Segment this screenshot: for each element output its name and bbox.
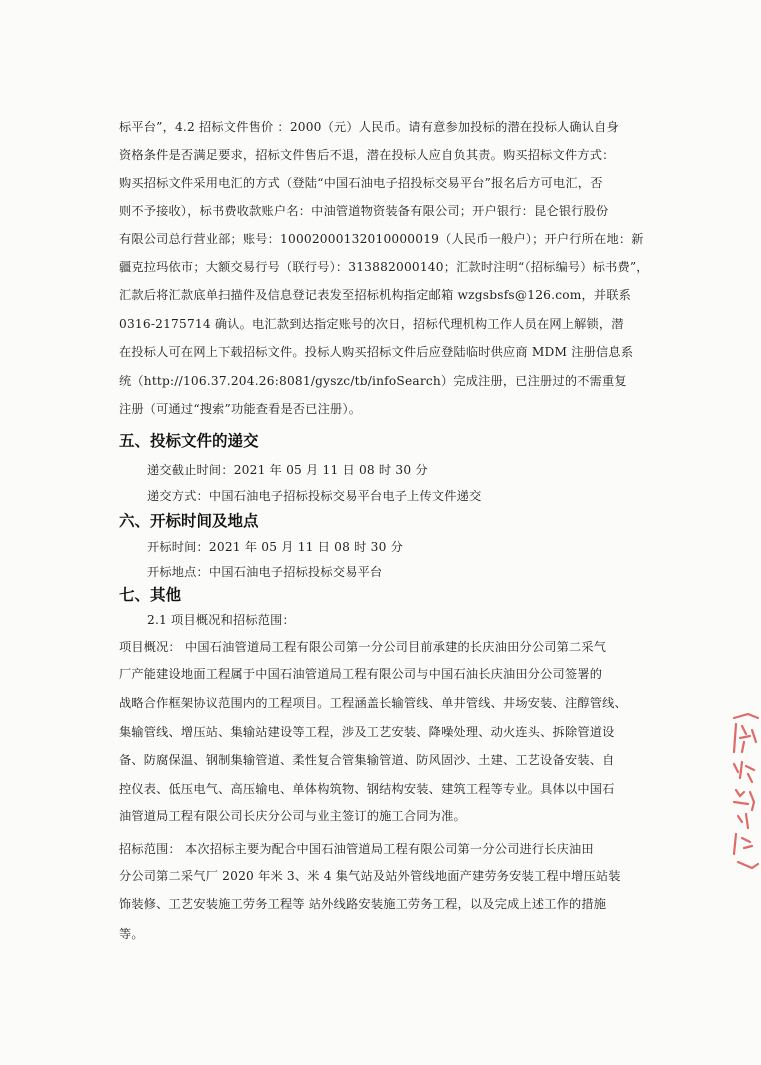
overview-line-2: 厂产能建设地面工程属于中国石油管道局工程有限公司与中国石油长庆油田分公司签署的 bbox=[119, 667, 603, 681]
submission-deadline: 递交截止时间：2021 年 05 月 11 日 08 时 30 分 bbox=[147, 463, 428, 477]
body-line-4: 则不予接收），标书费收款账户名：中油管道物资装备有限公司；开户银行：昆仑银行股份 bbox=[119, 204, 609, 218]
overview-line-6: 控仪表、低压电气、高压输电、单体构筑物、钢结构安装、建筑工程等专业。具体以中国石 bbox=[119, 782, 615, 796]
opening-time: 开标时间：2021 年 05 月 11 日 08 时 30 分 bbox=[147, 540, 403, 554]
scope-line-4: 等。 bbox=[119, 927, 144, 941]
body-line-7: 汇款后将汇款底单扫描件及信息登记表发至招标机构指定邮箱 wzgsbsfs@126.com，并联系 bbox=[119, 288, 632, 302]
overview-line-3: 战略合作框架协议范围内的工程项目。工程涵盖长输管线、单井管线、井场安装、注醇管线、 bbox=[119, 696, 627, 710]
seal-stamp bbox=[728, 712, 761, 874]
body-line-11: 注册（可通过“搜索”功能查看是否已注册）。 bbox=[119, 402, 362, 416]
section-6-heading: 六、开标时间及地点 bbox=[119, 511, 259, 530]
body-line-8: 0316-2175714 确认。电汇款到达指定账号的次日，招标代理机构工作人员在网上解锁，潜 bbox=[119, 317, 624, 331]
body-line-5: 有限公司总行营业部；账号：10002000132010000019（人民币一般户）；开户行所在地：新 bbox=[119, 232, 644, 246]
body-line-9: 在投标人可在网上下载招标文件。投标人购买招标文件后应登陆临时供应商 MDM 注册信息系 bbox=[119, 345, 634, 359]
section-7-heading: 七、其他 bbox=[119, 585, 182, 604]
scope-line-1: 招标范围： 本次招标主要为配合中国石油管道局工程有限公司第一分公司进行长庆油田 bbox=[119, 842, 594, 856]
body-line-6: 疆克拉玛依市；大额交易行号（联行号）：313882000140；汇款时注明“（招标编号）标书费”， bbox=[119, 260, 649, 274]
overview-line-5: 备、防腐保温、钢制集输管道、柔性复合管集输管道、防风固沙、土建、工艺设备安装、自 bbox=[119, 753, 615, 767]
body-line-1: 标平台”，4.2 招标文件售价 ：2000（元）人民币。请有意参加投标的潜在投标人确认自身 bbox=[119, 120, 619, 134]
body-line-10: 统（http://106.37.204.26:8081/gyszc/tb/infoSearch）完成注册，已注册过的不需重复 bbox=[119, 374, 627, 388]
seal-stamp-icon bbox=[728, 712, 761, 874]
subsection-heading: 2.1 项目概况和招标范围： bbox=[147, 613, 295, 627]
overview-line-1: 项目概况： 中国石油管道局工程有限公司第一分公司目前承建的长庆油田分公司第二采气 bbox=[119, 640, 607, 654]
scope-line-2: 分公司第二采气厂 2020 年米 3、米 4 集气站及站外管线地面产建劳务安装工程中增压站装 bbox=[119, 869, 621, 883]
overview-line-4: 集输管线、增压站、集输站建设等工程，涉及工艺安装、降噪处理、动火连头、拆除管道设 bbox=[119, 725, 615, 739]
opening-place: 开标地点：中国石油电子招标投标交易平台 bbox=[147, 565, 383, 579]
overview-line-7: 油管道局工程有限公司长庆分公司与业主签订的施工合同为准。 bbox=[119, 809, 466, 823]
body-line-2: 资格条件是否满足要求，招标文件售后不退，潜在投标人应自负其责。购买招标文件方式： bbox=[119, 148, 615, 162]
body-line-3: 购买招标文件采用电汇的方式（登陆“中国石油电子招投标交易平台”报名后方可电汇，否 bbox=[119, 176, 603, 190]
scope-line-3: 饰装修、工艺安装施工劳务工程等 站外线路安装施工劳务工程，以及完成上述工作的措施 bbox=[119, 897, 607, 911]
section-5-heading: 五、投标文件的递交 bbox=[119, 431, 259, 450]
submission-method: 递交方式：中国石油电子招标投标交易平台电子上传文件递交 bbox=[147, 489, 482, 503]
